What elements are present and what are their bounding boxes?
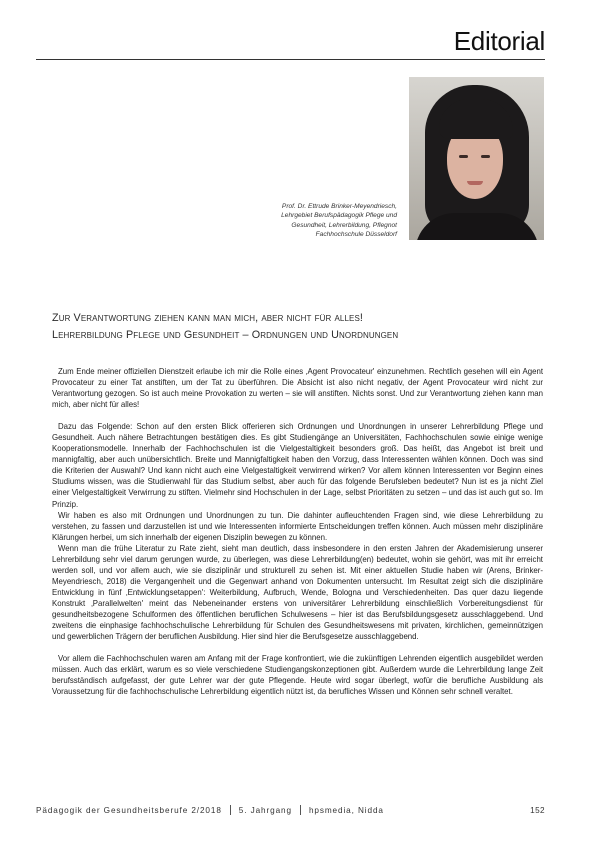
caption-line: Gesundheit, Lehrerbildung, Pflegnot [291, 221, 397, 229]
caption-line: Fachhochschule Düsseldorf [315, 230, 397, 238]
photo-eye-left [459, 155, 468, 158]
footer-volume: 5. Jahrgang [238, 805, 292, 815]
title-rule [36, 59, 545, 60]
caption-line: Prof. Dr. Ettrude Brinker-Meyendriesch, [281, 203, 397, 210]
article-headline [52, 310, 552, 344]
author-photo [409, 77, 544, 240]
footer-journal: Pädagogik der Gesundheitsberufe 2/2018 [36, 805, 222, 815]
author-caption [237, 202, 397, 239]
paragraph: Zum Ende meiner offiziellen Dienstzeit erlaube ich mir die Rolle eines ‚Agent Provocateur' einzunehmen. Rechtlich gesehen will ein Agent Provocateur zu einer Tat anstiften, um der Tat zu überführen. Die Absicht ist also nicht negativ, der Agent Provocateur wird nicht zur Verantwortung gezogen. So ist auch meine Provokation zu werten – sie will anstiften. Nichts sonst. Und zur Verantwortung ziehen kann man mich, aber nicht für alles! [52, 367, 543, 410]
paragraph: Wenn man die frühe Literatur zu Rate zieht, sieht man deutlich, dass insbesondere in den ersten Jahren der Akademisierung unserer Lehrerbildung sehr viel darum gerungen wurde, zu überlegen, was diese Lehrerbildung(en) bedeutet, wohin sie gehört, was mit ihr erreicht werden soll, und vor allem auch, wie sie disziplinär und strukturell zu sehen ist. Mit einer aktuellen Studie haben wir (Arens, Brinker-Meyendriesch, 2018) die Vergangenheit und die Gegenwart anhand von Dokumenten untersucht. Im Resultat zeigt sich die disziplinäre Entwicklung in fünf ‚Entwicklungsetappen': Weiterbildung, Aufbruch, Wende, Bologna und Verschiedenheiten. Das quer dazu liegende Konstrukt ‚Parallelwelten' meint das Nebeneinander erstens von universitärer Lehrerbildung einschließlich Vorbereitungsdienst für gesundheitsbezogene Schulformen des öffentlichen beruflichen Schulwesens – hier ist das Berufsbildungsgesetz ausschlaggebend. Und zweitens die einphasige fachhochschulische Lehrerbildung für Schulen des Gesundheitswesens mit privaten, kirchlichen, gemeinnützigen und gewerblichen Trägern der beruflichen Ausbildung. Hier sind hier die Berufsgesetze ausschlaggebend. [52, 543, 543, 642]
page-footer [36, 805, 545, 815]
footer-separator [230, 805, 231, 815]
paragraph: Wir haben es also mit Ordnungen und Unordnungen zu tun. Die dahinter aufleuchtenden Fragen sind, wie diese Lehrerbildung zu verstehen, zu fassen und darzustellen ist und wie Interessenten informierte Entscheidungen treffen können. Auch müssen mehr disziplinäre Klärungen herbei, um sich innerhalb der eigenen Disziplin bewegen zu können. [52, 510, 543, 542]
footer-publisher: hpsmedia, Nidda [308, 805, 384, 815]
page-number: 152 [530, 805, 545, 815]
paragraph: Dazu das Folgende: Schon auf den ersten Blick offerieren sich Ordnungen und Unordnungen in unserer Lehrerbildung Pflege und Gesundheit. Auch nähere Betrachtungen bestätigen dies. Es gibt Studiengänge an Universitäten, Fachhochschulen sowie einige wenige Kooperationsmodelle. Innerhalb der Fachhochschulen ist die Vielgestaltigkeit besonders groß. Das heißt, das Angebot ist breit und mannigfaltig, aber auch unübersichtlich. Breite und Mannigfaltigkeit haben den Vorzug, dass Interessenten wählen können. Doch was sind die Kriterien der Auswahl? Und kann nicht auch eine Vielgestaltigkeit verwirrend wirken? Vor allem können Interessenten vor Beginn eines Studiums wissen, was die Studienwahl für das Studium selbst, aber auch für das folgende Berufsleben bedeutet? Nun ist es ja nicht Ziel einer Vielgestaltigkeit Verwirrung zu stiften. Vielmehr sind Hochschulen in der Lage, selbst Prioritäten zu setzen – und das ist auch gut so. Im Prinzip. [52, 422, 543, 509]
paragraph: Vor allem die Fachhochschulen waren am Anfang mit der Frage konfrontiert, wie die zukünftigen Lehrenden eigentlich ausgebildet werden müssen. Auch das erklärt, warum es so viele verschiedene Studiengangskonzeptionen gibt. Außerdem wurde die Lehrerbildung lange Zeit berufsständisch aufgefasst, der gute Lehrer war der gute Pflegende. Heute wird sogar überlegt, wofür die berufliche Ausbildung als Voraussetzung für die fachhochschulische Lehrerbildung eigentlich nützt ist, da berufliches Wissen und Können sehr schnell veraltet. [52, 654, 543, 697]
headline-line-2: Lehrerbildung Pflege und Gesundheit – Ordnungen und Unordnungen [52, 329, 399, 341]
headline-line-1: Zur Verantwortung ziehen kann man mich, aber nicht für alles! [52, 312, 363, 324]
article-body [52, 366, 543, 697]
photo-mouth [467, 181, 483, 185]
page-title: Editorial [453, 26, 545, 56]
caption-line: Lehrgebiet Berufspädagogik Pflege und [281, 212, 397, 220]
footer-separator [300, 805, 301, 815]
photo-eye-right [481, 155, 490, 158]
